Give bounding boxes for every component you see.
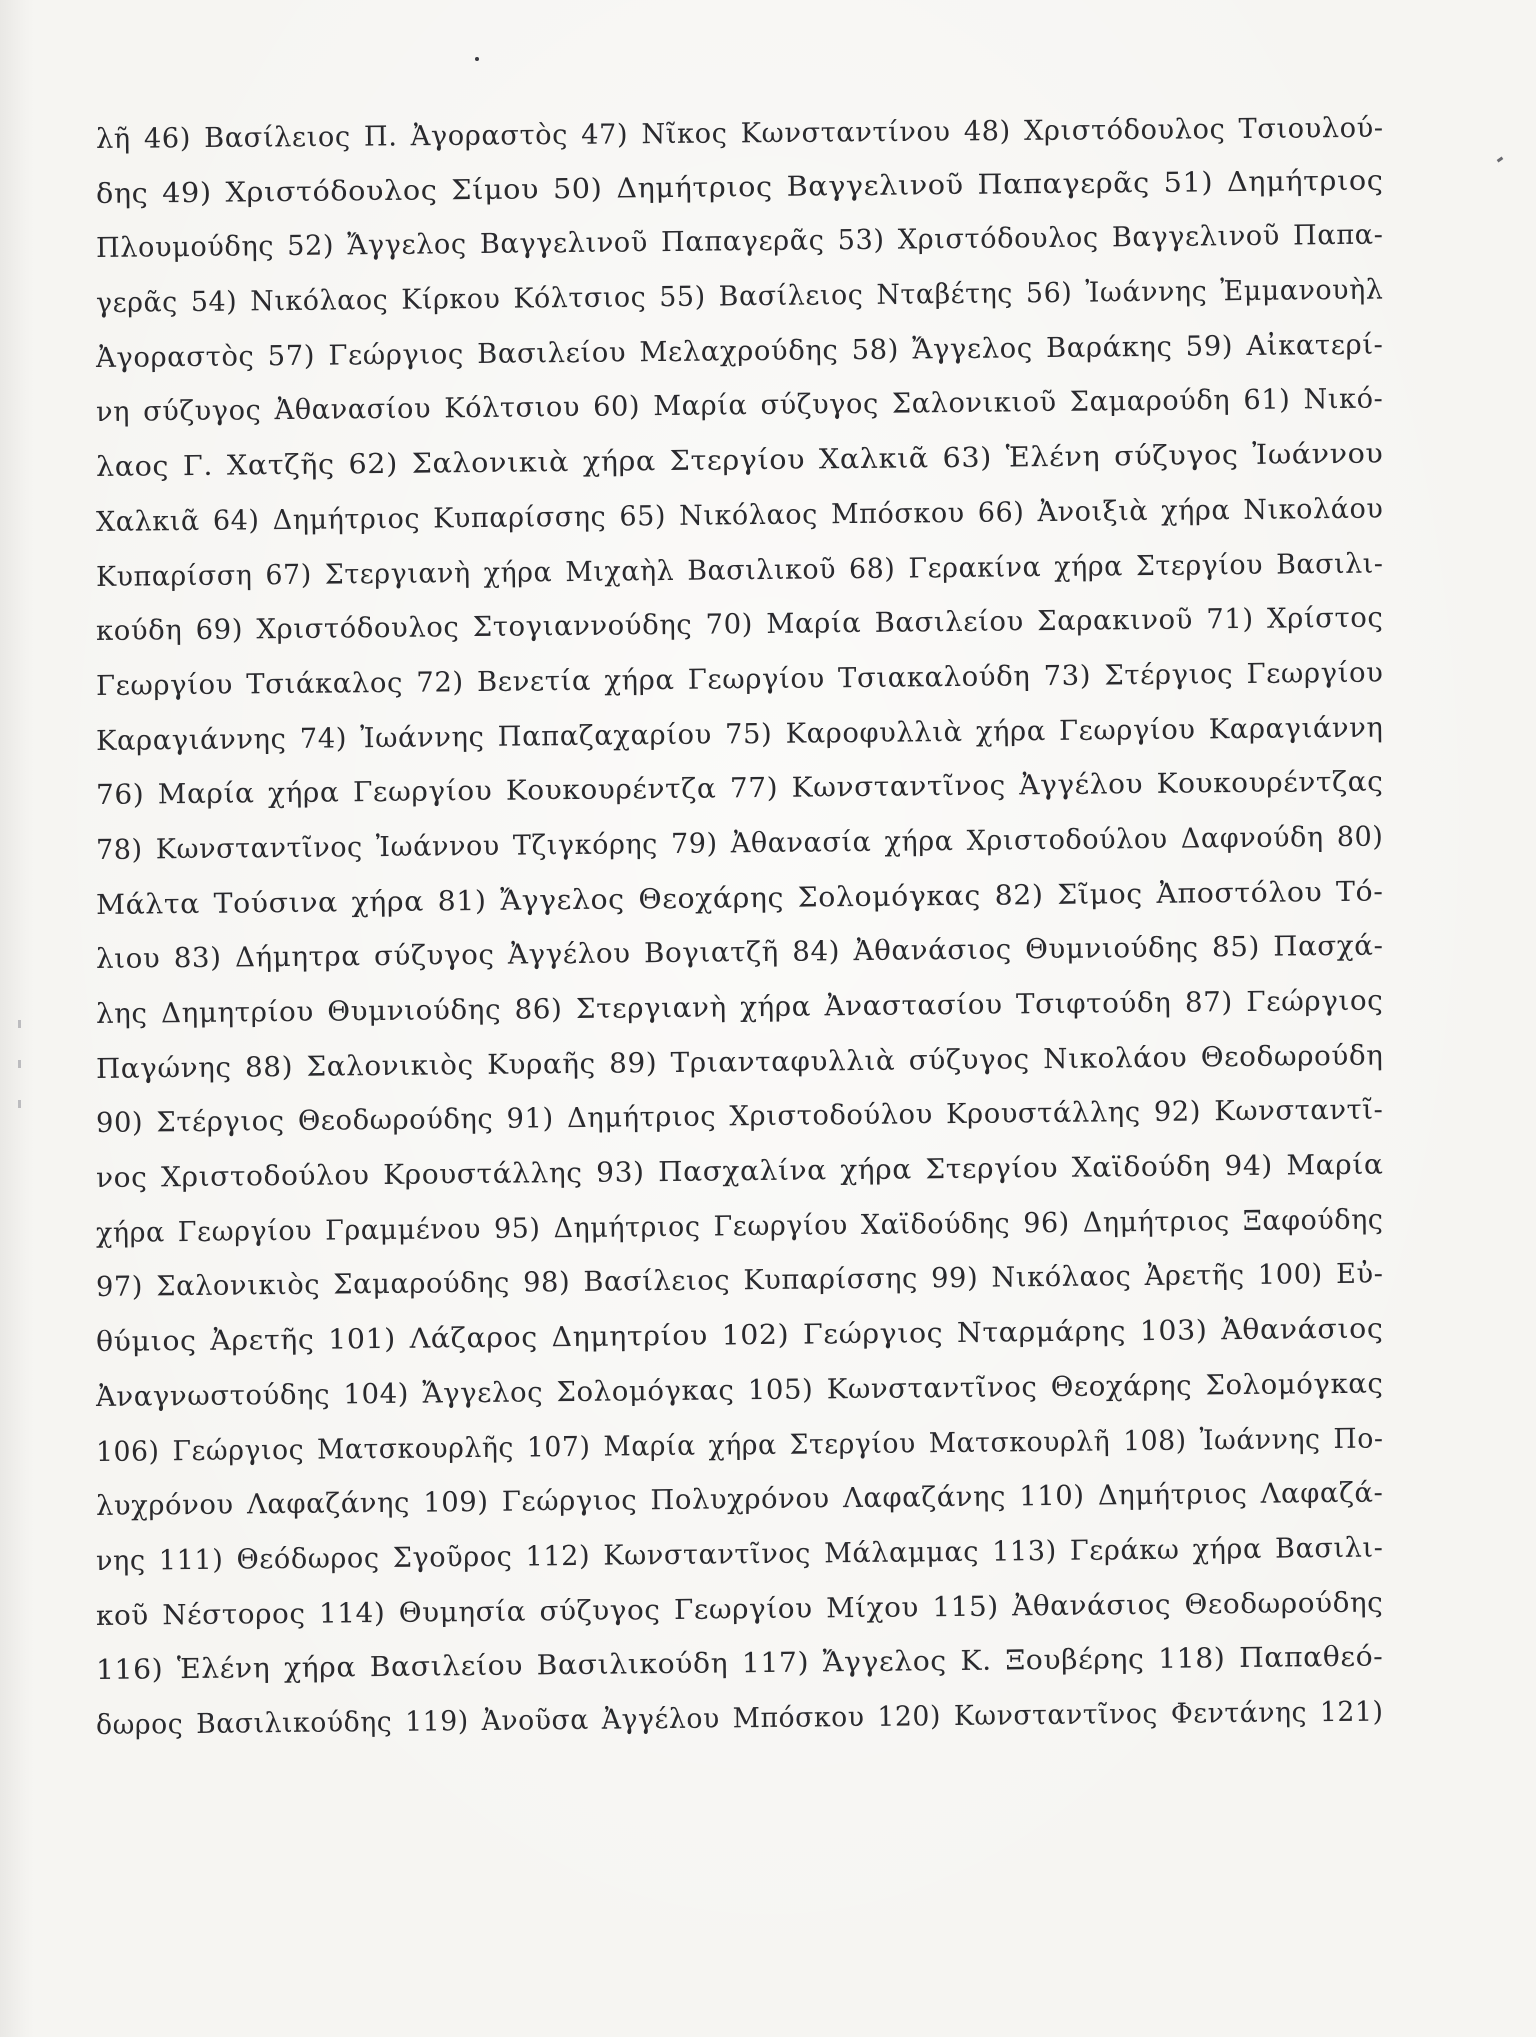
scan-speck	[18, 1060, 21, 1068]
text-line-27-content: νης 111) Θεόδωρος Σγοῦρος 112) Κωνσταντῖνος Μάλαμμας 113) Γεράκω χήρα Βασιλι-	[95, 1531, 1384, 1577]
text-line-11-content: Γεωργίου Τσιάκαλος 72) Βενετία χήρα Γεωργίου Τσιακαλούδη 73) Στέργιος Γεωργίου	[95, 656, 1384, 702]
text-line-23-content: θύμιος Ἀρετῆς 101) Λάζαρος Δημητρίου 102) Γεώργιος Νταρμάρης 103) Ἀθανάσιος	[95, 1312, 1384, 1359]
text-line-12-content: Καραγιάννης 74) Ἰωάννης Παπαζαχαρίου 75) Καροφυλλιὰ χήρα Γεωργίου Καραγιάννη	[95, 711, 1384, 757]
text-line-24-content: Ἀναγνωστούδης 104) Ἄγγελος Σολομόγκας 105) Κωνσταντῖνος Θεοχάρης Σολομόγκας	[95, 1367, 1384, 1413]
text-line-21-content: χήρα Γεωργίου Γραμμένου 95) Δημήτριος Γεωργίου Χαϊδούδης 96) Δημήτριος Ξαφούδης	[95, 1203, 1384, 1249]
document-body	[96, 112, 1384, 1753]
text-line-8-content: Χαλκιᾶ 64) Δημήτριος Κυπαρίσσης 65) Νικόλαος Μπόσκου 66) Ἀνοιξιὰ χήρα Νικολάου	[95, 492, 1384, 538]
scan-speck	[18, 1020, 21, 1028]
text-line-22-content: 97) Σαλονικιὸς Σαμαρούδης 98) Βασίλειος Κυπαρίσσης 99) Νικόλαος Ἀρετῆς 100) Εὐ-	[95, 1257, 1384, 1304]
text-line-16-content: λιου 83) Δήμητρα σύζυγος Ἀγγέλου Βογιατζῆ 84) Ἀθανάσιος Θυμνιούδης 85) Πασχά-	[95, 929, 1384, 976]
text-line-7-content: λαος Γ. Χατζῆς 62) Σαλονικιὰ χήρα Στεργίου Χαλκιᾶ 63) Ἑλένη σύζυγος Ἰωάννου	[95, 437, 1384, 484]
text-line-1-content: λῆ 46) Βασίλειος Π. Ἀγοραστὸς 47) Νῖκος Κωνσταντίνου 48) Χριστόδουλος Τσιουλού-	[95, 111, 1384, 155]
text-line-26-content: λυχρόνου Λαφαζάνης 109) Γεώργιος Πολυχρόνου Λαφαζάνης 110) Δημήτριος Λαφαζά-	[95, 1476, 1384, 1523]
margin-mark	[1497, 157, 1504, 163]
text-line-14-content: 78) Κωνσταντῖνος Ἰωάννου Τζιγκόρης 79) Ἀθανασία χήρα Χριστοδούλου Δαφνούδη 80)	[95, 820, 1384, 866]
text-line-18-content: Παγώνης 88) Σαλονικιὸς Κυραῆς 89) Τριανταφυλλιὰ σύζυγος Νικολάου Θεοδωρούδη	[95, 1039, 1384, 1085]
scan-speck	[18, 1100, 21, 1108]
text-line-10-content: κούδη 69) Χριστόδουλος Στογιαννούδης 70) Μαρία Βασιλείου Σαρακινοῦ 71) Χρίστος	[95, 601, 1384, 648]
text-line-6-content: νη σύζυγος Ἀθανασίου Κόλτσιου 60) Μαρία σύζυγος Σαλονικιοῦ Σαμαρούδη 61) Νικό-	[95, 382, 1384, 429]
text-line-5-content: Ἀγοραστὸς 57) Γεώργιος Βασιλείου Μελαχρούδης 58) Ἄγγελος Βαράκης 59) Αἰκατερί-	[95, 328, 1384, 374]
text-line-4-content: γερᾶς 54) Νικόλαος Κίρκου Κόλτσιος 55) Βασίλειος Νταβέτης 56) Ἰωάννης Ἐμμανουὴλ	[95, 273, 1384, 320]
text-line-20-content: νος Χριστοδούλου Κρουστάλλης 93) Πασχαλίνα χήρα Στεργίου Χαϊδούδη 94) Μαρία	[95, 1148, 1384, 1195]
text-line-25-content: 106) Γεώργιος Ματσκουρλῆς 107) Μαρία χήρα Στεργίου Ματσκουρλῆ 108) Ἰωάννης Πο-	[95, 1422, 1384, 1468]
text-line-28-content: κοῦ Νέστορος 114) Θυμησία σύζυγος Γεωργίου Μίχου 115) Ἀθανάσιος Θεοδωρούδης	[95, 1586, 1384, 1632]
page-binding-edge	[0, 0, 34, 2037]
text-line-19-content: 90) Στέργιος Θεοδωρούδης 91) Δημήτριος Χριστοδούλου Κρουστάλλης 92) Κωνσταντῖ-	[95, 1093, 1384, 1140]
text-line-29-content: 116) Ἑλένη χήρα Βασιλείου Βασιλικούδη 117) Ἄγγελος Κ. Ξουβέρης 118) Παπαθεό-	[95, 1640, 1384, 1687]
text-line-13-content: 76) Μαρία χήρα Γεωργίου Κουκουρέντζα 77) Κωνσταντῖνος Ἀγγέλου Κουκουρέντζας	[95, 765, 1384, 812]
text-line-3-content: Πλουμούδης 52) Ἄγγελος Βαγγελινοῦ Παπαγερᾶς 53) Χριστόδουλος Βαγγελινοῦ Παπα-	[95, 218, 1384, 265]
text-line-15-content: Μάλτα Τούσινα χήρα 81) Ἄγγελος Θεοχάρης Σολομόγκας 82) Σῖμος Ἀποστόλου Τό-	[95, 875, 1384, 921]
text-line-30-content: δωρος Βασιλικούδης 119) Ἀνοῦσα Ἀγγέλου Μπόσκου 120) Κωνσταντῖνος Φεντάνης 121)	[95, 1695, 1384, 1741]
text-line-9-content: Κυπαρίσση 67) Στεργιανὴ χήρα Μιχαὴλ Βασιλικοῦ 68) Γερακίνα χήρα Στεργίου Βασιλι-	[95, 547, 1384, 593]
text-line-2-content: δης 49) Χριστόδουλος Σίμου 50) Δημήτριος Βαγγελινοῦ Παπαγερᾶς 51) Δημήτριος	[95, 164, 1384, 210]
text-line-17-content: λης Δημητρίου Θυμνιούδης 86) Στεργιανὴ χήρα Ἀναστασίου Τσιφτούδη 87) Γεώργιος	[95, 984, 1384, 1030]
top-dot-mark	[475, 57, 479, 61]
